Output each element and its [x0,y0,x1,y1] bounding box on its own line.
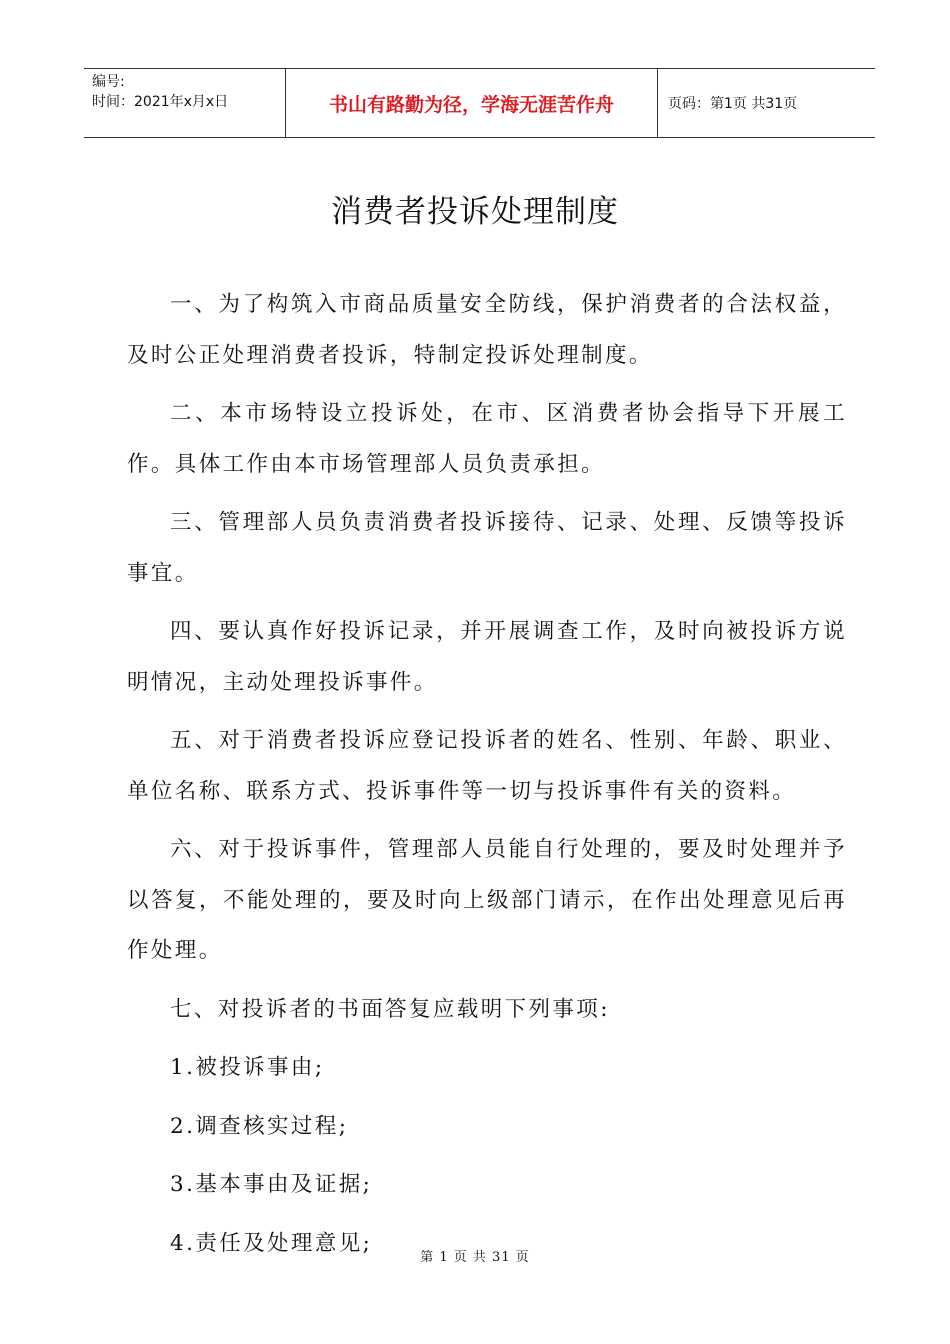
paragraph: 六、对于投诉事件，管理部人员能自行处理的，要及时处理并予以答复，不能处理的，要及时向上级部门请示，在作出处理意见后再作处理。 [127,837,847,963]
page-footer: 第 1 页 共 31 页 [420,1250,530,1265]
document-header [84,68,875,138]
paragraph: 二、本市场特设立投诉处，在市、区消费者协会指导下开展工作。具体工作由本市场管理部人员负责承担。 [127,401,847,477]
header-page-label: 页码：第1页 共31页 [668,96,798,112]
list-item: 4.责任及处理意见; [170,1230,373,1256]
document-time-label: 时间：2021年x月x日 [92,94,229,110]
paragraph: 三、管理部人员负责消费者投诉接待、记录、处理、反馈等投诉事宜。 [127,510,847,586]
document-number-label: 编号: [92,74,125,90]
paragraph: 一、为了构筑入市商品质量安全防线，保护消费者的合法权益，及时公正处理消费者投诉，特制定投诉处理制度。 [127,292,847,368]
header-motto: 书山有路勤为径，学海无涯苦作舟 [286,69,658,137]
list-item: 3.基本事由及证据; [170,1172,373,1197]
header-meta-cell [84,69,286,137]
paragraph: 四、要认真作好投诉记录，并开展调查工作，及时向被投诉方说明情况，主动处理投诉事件。 [127,619,847,695]
document-body [127,280,847,1277]
document-title: 消费者投诉处理制度 [331,194,619,230]
paragraph: 七、对投诉者的书面答复应载明下列事项: [170,996,610,1022]
list-item: 2.调查核实过程; [170,1113,349,1139]
paragraph: 五、对于消费者投诉应登记投诉者的姓名、性别、年龄、职业、单位名称、联系方式、投诉事件等一切与投诉事件有关的资料。 [127,728,847,804]
list-item: 1.被投诉事由; [170,1055,325,1080]
